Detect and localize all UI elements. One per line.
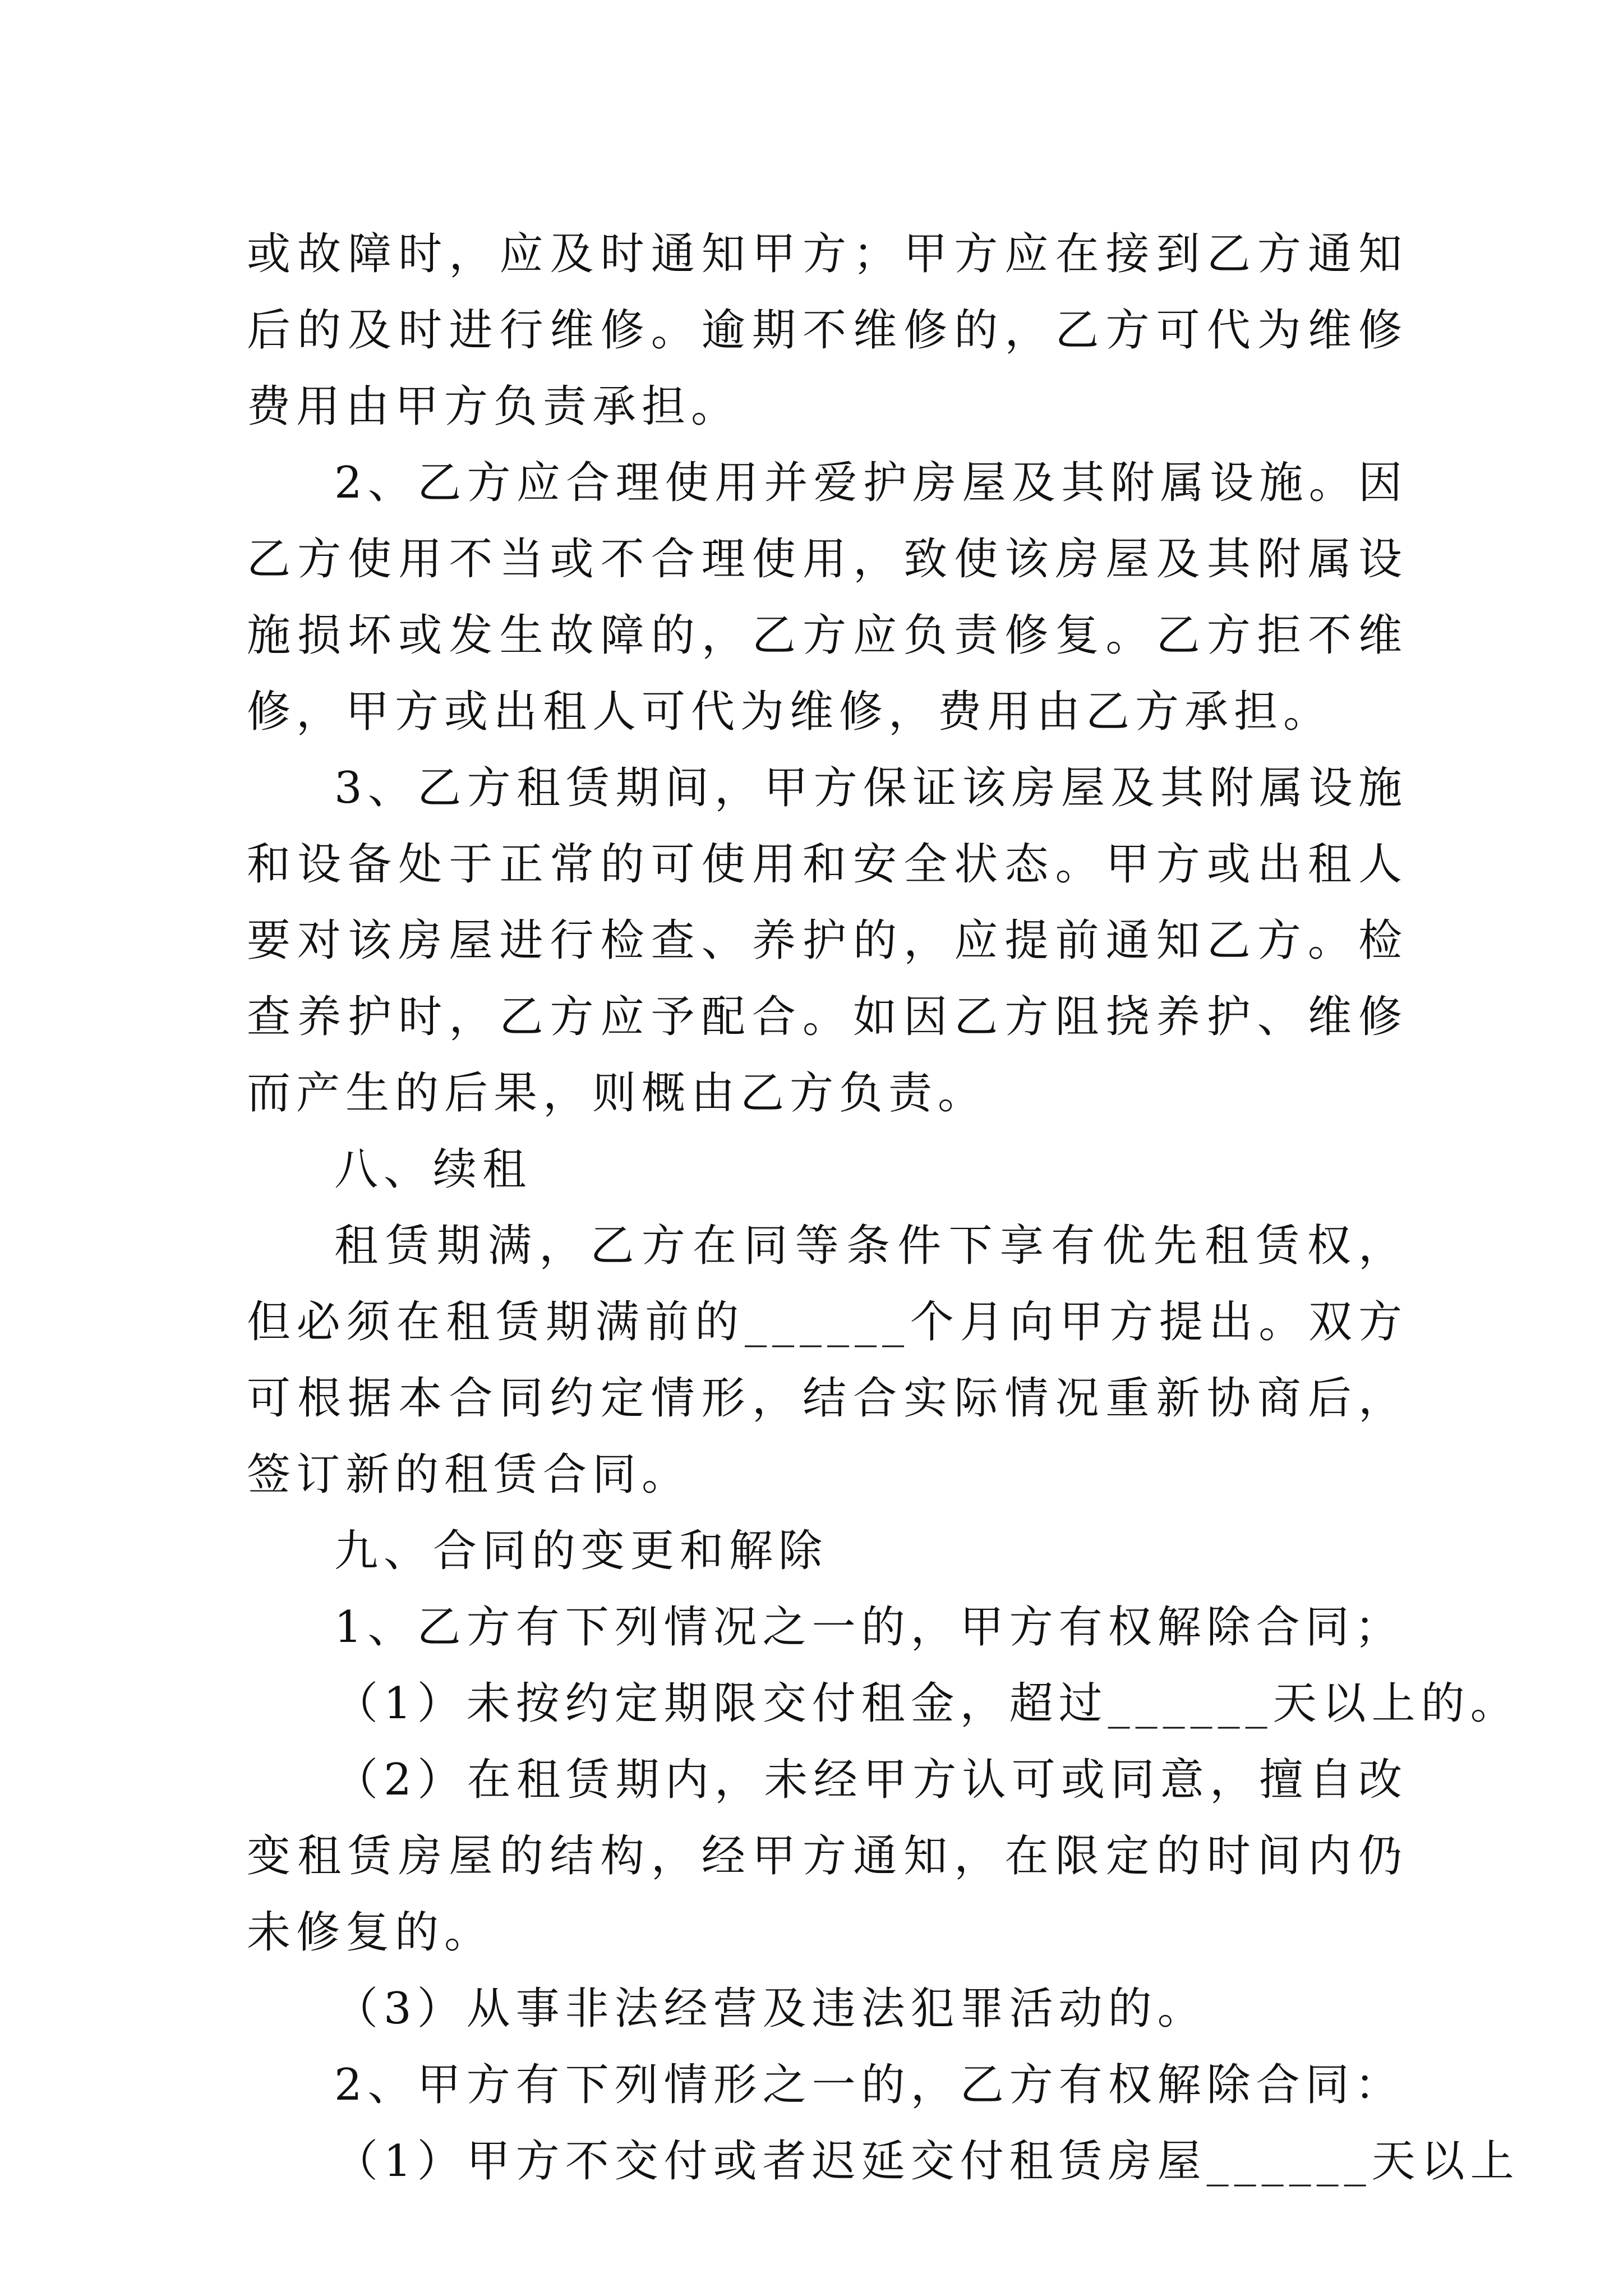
section-heading-renewal: 八、续租	[334, 1144, 532, 1195]
paragraph-renewal-terms: 租赁期满，乙方在同等条件下享有优先租赁权，但必须在租赁期满前的______个月向甲方提出。双方可根据本合同约定情形，结合实际情况重新协商后，签订新的租赁合同。	[247, 1221, 1408, 1500]
paragraph-clause-2-proper-use: 2、乙方应合理使用并爱护房屋及其附属设施。因乙方使用不当或不合理使用，致使该房屋及其附属设施损坏或发生故障的，乙方应负责修复。乙方拒不维修，甲方或出租人可代为维修，费用由乙方承担。	[247, 458, 1408, 737]
paragraph-termination-by-party-a: 1、乙方有下列情况之一的，甲方有权解除合同；	[334, 1602, 1404, 1653]
paragraph-repair-notice: 或故障时，应及时通知甲方；甲方应在接到乙方通知后的及时进行维修。逾期不维修的，乙方可代为维修费用由甲方负责承担。	[247, 229, 1408, 432]
document-body	[247, 216, 1520, 2200]
section-heading-change-termination: 九、合同的变更和解除	[334, 1526, 828, 1576]
list-item-late-delivery: （1）甲方不交付或者迟延交付租赁房屋______天以上	[334, 2136, 1520, 2187]
list-item-illegal-activity: （3）从事非法经营及违法犯罪活动的。	[334, 1984, 1207, 2034]
paragraph-termination-by-party-b: 2、甲方有下列情形之一的，乙方有权解除合同：	[334, 2060, 1404, 2110]
list-item-late-rent: （1）未按约定期限交付租金，超过______天以上的。	[334, 1678, 1520, 1729]
list-item-structure-change: （2）在租赁期内，未经甲方认可或同意，擅自改变租赁房屋的结构，经甲方通知，在限定的时间内仍未修复的。	[247, 1755, 1408, 1958]
paragraph-clause-3-safe-condition: 3、乙方租赁期间，甲方保证该房屋及其附属设施和设备处于正常的可使用和安全状态。甲方或出租人要对该房屋进行检查、养护的，应提前通知乙方。检查养护时，乙方应予配合。如因乙方阻挠养护、维修而产生的后果，则概由乙方负责。	[247, 763, 1408, 1119]
